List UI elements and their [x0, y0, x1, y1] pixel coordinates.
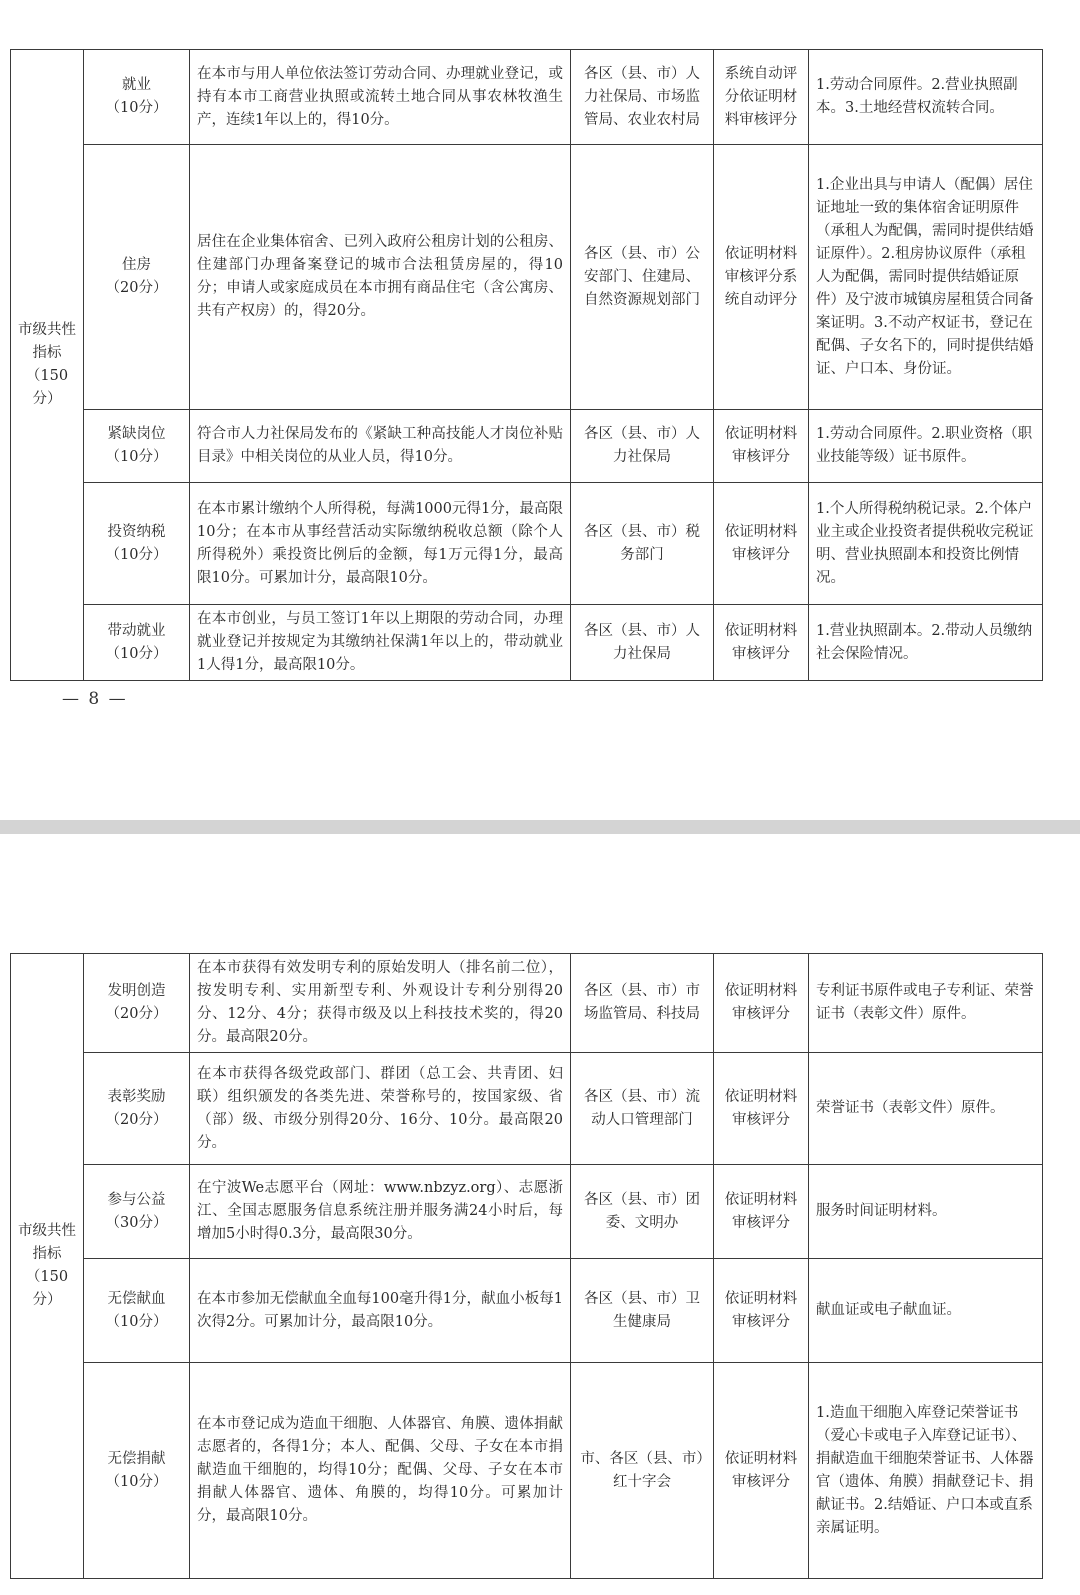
table-row: [11, 605, 1043, 681]
item-cell: [84, 1259, 190, 1363]
method-cell: 依证明材料审核评分: [714, 1259, 809, 1363]
department-cell: 各区（县、市）卫生健康局: [571, 1259, 714, 1363]
department-cell: 各区（县、市）人力社保局: [571, 410, 714, 483]
method-cell: 依证明材料审核评分: [714, 954, 809, 1053]
table-row: [11, 410, 1043, 483]
item-name: 住房: [122, 257, 151, 273]
criteria-cell: 在本市与用人单位依法签订劳动合同、办理就业登记，或持有本市工商营业执照或流转土地合同从事农林牧渔生产，连续1年以上的，得10分。: [190, 50, 571, 145]
item-score: （20分）: [105, 280, 168, 296]
page-number: — 8 —: [62, 689, 128, 709]
table-row: [11, 50, 1043, 145]
table-row: [11, 1259, 1043, 1363]
department-cell: 各区（县、市）税务部门: [571, 483, 714, 605]
item-cell: [84, 410, 190, 483]
criteria-cell: 在本市参加无偿献血全血每100毫升得1分，献血小板每1次得2分。可累加计分，最高限10分。: [190, 1259, 571, 1363]
method-cell: 依证明材料审核评分: [714, 605, 809, 681]
documents-cell: 1.劳动合同原件。2.营业执照副本。3.土地经营权流转合同。: [809, 50, 1043, 145]
item-name: 就业: [122, 77, 151, 93]
documents-cell: 荣誉证书（表彰文件）原件。: [809, 1053, 1043, 1165]
item-name: 无偿捐献: [107, 1450, 166, 1467]
method-cell: 依证明材料审核评分: [714, 483, 809, 605]
method-cell: 依证明材料审核评分系统自动评分: [714, 145, 809, 410]
item-score: （10分）: [105, 1473, 168, 1490]
table-row: [11, 1363, 1043, 1579]
scoring-table-page-2: [10, 953, 1043, 1579]
item-cell: [84, 954, 190, 1053]
item-score: （10分）: [105, 546, 168, 563]
item-cell: [84, 1363, 190, 1579]
documents-cell: 1.造血干细胞入库登记荣誉证书（爱心卡或电子入库登记证书）、捐献造血干细胞荣誉证书、人体器官（遗体、角膜）捐献登记卡、捐献证书。2.结婚证、户口本或直系亲属证明。: [809, 1363, 1043, 1579]
item-score: （20分）: [105, 1111, 168, 1128]
department-cell: 各区（县、市）市场监管局、科技局: [571, 954, 714, 1053]
scoring-table-page-1: [10, 49, 1043, 681]
item-cell: [84, 483, 190, 605]
item-score: （10分）: [105, 1313, 168, 1330]
item-cell: [84, 605, 190, 681]
criteria-cell: 在本市登记成为造血干细胞、人体器官、角膜、遗体捐献志愿者的，各得1分；本人、配偶、父母、子女在本市捐献造血干细胞的，均得10分；配偶、父母、子女在本市捐献人体器官、遗体、角膜的，均得10分。可累加计分，最高限10分。: [190, 1363, 571, 1579]
department-cell: 各区（县、市）人力社保局、市场监管局、农业农村局: [571, 50, 714, 145]
documents-cell: 1.劳动合同原件。2.职业资格（职业技能等级）证书原件。: [809, 410, 1043, 483]
item-score: （30分）: [105, 1214, 168, 1231]
criteria-cell: 居住在企业集体宿舍、已列入政府公租房计划的公租房、住建部门办理备案登记的城市合法租赁房屋的，得10分；申请人或家庭成员在本市拥有商品住宅（含公寓房、共有产权房）的，得20分。: [190, 145, 571, 410]
item-score: （10分）: [105, 449, 168, 465]
table-row: [11, 1165, 1043, 1259]
documents-cell: 1.个人所得税纳税记录。2.个体户业主或企业投资者提供税收完税证明、营业执照副本和投资比例情况。: [809, 483, 1043, 605]
item-name: 参与公益: [107, 1191, 166, 1208]
criteria-cell: 在本市获得有效发明专利的原始发明人（排名前二位），按发明专利、实用新型专利、外观设计专利分别得20分、12分、4分；获得市级及以上科技技术奖的，得20分。最高限20分。: [190, 954, 571, 1053]
item-cell: [84, 1053, 190, 1165]
item-cell: [84, 145, 190, 410]
criteria-cell: 在本市累计缴纳个人所得税，每满1000元得1分，最高限10分；在本市从事经营活动实际缴纳税收总额（除个人所得税外）乘投资比例后的金额，每1万元得1分，最高限10分。可累加计分，最高限10分。: [190, 483, 571, 605]
method-cell: 系统自动评分依证明材料审核评分: [714, 50, 809, 145]
department-cell: 各区（县、市）人力社保局: [571, 605, 714, 681]
item-name: 投资纳税: [107, 523, 166, 540]
item-name: 发明创造: [107, 983, 166, 999]
item-name: 紧缺岗位: [107, 426, 166, 442]
department-cell: 各区（县、市）流动人口管理部门: [571, 1053, 714, 1165]
documents-cell: 1.企业出具与申请人（配偶）居住证地址一致的集体宿舍证明原件（承租人为配偶，需同时提供结婚证原件）。2.租房协议原件（承租人为配偶，需同时提供结婚证原件）及宁波市城镇房屋租赁合同备案证明。3.不动产权证书，登记在配偶、子女名下的，同时提供结婚证、户口本、身份证。: [809, 145, 1043, 410]
department-cell: 各区（县、市）团委、文明办: [571, 1165, 714, 1259]
table-row: [11, 145, 1043, 410]
method-cell: 依证明材料审核评分: [714, 1363, 809, 1579]
table-row: [11, 483, 1043, 605]
table-row: [11, 1053, 1043, 1165]
item-cell: [84, 50, 190, 145]
department-cell: 市、各区（县、市）红十字会: [571, 1363, 714, 1579]
method-cell: 依证明材料审核评分: [714, 1165, 809, 1259]
item-name: 无偿献血: [107, 1290, 166, 1307]
item-name: 带动就业: [107, 622, 166, 639]
item-cell: [84, 1165, 190, 1259]
method-cell: 依证明材料审核评分: [714, 1053, 809, 1165]
item-name: 表彰奖励: [107, 1088, 166, 1105]
criteria-cell: 在本市创业，与员工签订1年以上期限的劳动合同，办理就业登记并按规定为其缴纳社保满1年以上的，带动就业1人得1分，最高限10分。: [190, 605, 571, 681]
category-cell: 市级共性指标（150分）: [11, 954, 84, 1579]
documents-cell: 专利证书原件或电子专利证、荣誉证书（表彰文件）原件。: [809, 954, 1043, 1053]
documents-cell: 1.营业执照副本。2.带动人员缴纳社会保险情况。: [809, 605, 1043, 681]
document-page-2: [0, 834, 1080, 1595]
category-cell: 市级共性指标（150分）: [11, 50, 84, 681]
item-score: （20分）: [105, 1006, 168, 1022]
criteria-cell: 在宁波We志愿平台（网址：www.nbzyz.org）、志愿浙江、全国志愿服务信息系统注册并服务满24小时后，每增加5小时得0.3分，最高限30分。: [190, 1165, 571, 1259]
documents-cell: 服务时间证明材料。: [809, 1165, 1043, 1259]
item-score: （10分）: [105, 645, 168, 662]
criteria-cell: 在本市获得各级党政部门、群团（总工会、共青团、妇联）组织颁发的各类先进、荣誉称号的，按国家级、省（部）级、市级分别得20分、16分、10分。最高限20分。: [190, 1053, 571, 1165]
item-score: （10分）: [105, 100, 168, 116]
method-cell: 依证明材料审核评分: [714, 410, 809, 483]
page-separator: [0, 820, 1080, 834]
department-cell: 各区（县、市）公安部门、住建局、自然资源规划部门: [571, 145, 714, 410]
table-row: [11, 954, 1043, 1053]
documents-cell: 献血证或电子献血证。: [809, 1259, 1043, 1363]
criteria-cell: 符合市人力社保局发布的《紧缺工种高技能人才岗位补贴目录》中相关岗位的从业人员，得10分。: [190, 410, 571, 483]
